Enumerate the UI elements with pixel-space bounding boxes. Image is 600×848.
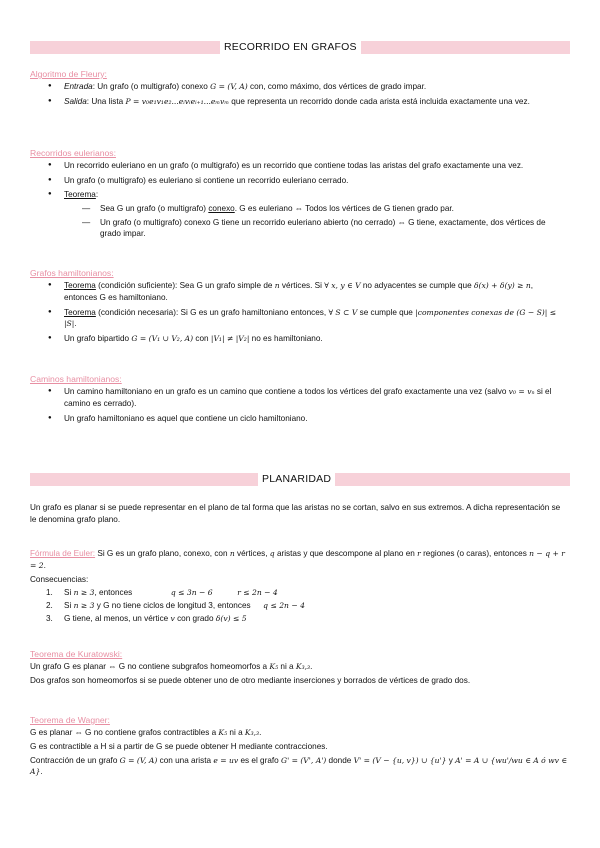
planaridad-intro: Un grafo es planar si se puede representar en el plano de tal forma que las aristas no se cortan, salvo en sus extremos. A dicha representación se le denomina grafo plano.	[30, 503, 561, 524]
wagner-line-1: G es planar ⇔ G no contiene grafos contractibles a K₅ ni a K₃,₃.	[30, 728, 262, 738]
section-title-recorrido: RECORRIDO EN GRAFOS	[220, 40, 361, 55]
wagner-heading: Teorema de Wagner:	[30, 715, 110, 725]
caminos-item-1: ● Un camino hamiltoniano en un grafo es un camino que contiene a todos los vértices del grafo exactamente una vez (salvo v₀ = vₙ si el camino es cerrado).	[64, 386, 568, 409]
eulerianos-sub-2: — Un grafo (o multigrafo) conexo G tiene un recorrido euleriano abierto (no cerrado) ⇔ G tiene, exactamente, dos vértices de grado impar.	[100, 217, 568, 240]
euler-statement: Fórmula de Euler: Si G es un grafo plano, conexo, con n vértices, q aristas y que descompone al plano en r regiones (o caras), entonces n − q + r = 2.	[30, 549, 565, 570]
eulerianos-section	[30, 147, 568, 243]
eulerianos-item-2: ● Un grafo (o multigrafo) es euleriano si contiene un recorrido euleriano cerrado.	[64, 175, 568, 187]
section-title-planaridad: PLANARIDAD	[258, 472, 335, 487]
euler-consecuencia-3: 3. G tiene, al menos, un vértice v con grado δ(v) ≤ 5	[46, 613, 247, 623]
hamiltonianos-teorema-1: ● Teorema (condición suficiente): Sea G un grafo simple de n vértices. Si ∀ x, y ∈ V no adyacentes se cumple que δ(x) + δ(y) ≥ n, entonces G es hamiltoniano.	[64, 280, 568, 303]
wagner-line-2: G es contractible a H si a partir de G se puede obtener H mediante contracciones.	[30, 741, 328, 751]
kuratowski-line-2: Dos grafos son homeomorfos si se puede obtener uno de otro mediante inserciones y borrados de vértices de grado dos.	[30, 675, 471, 685]
eulerianos-sub-1: — Sea G un grafo (o multigrafo) conexo. G es euleriano ⇔ Todos los vértices de G tienen grado par.	[100, 203, 568, 215]
hamiltonianos-bipartido: ● Un grafo bipartido G = (V₁ ∪ V₂, A) con |V₁| ≠ |V₂| no es hamiltoniano.	[64, 333, 568, 345]
hamiltonianos-section	[30, 267, 568, 348]
hamiltonianos-heading: Grafos hamiltonianos:	[30, 268, 114, 278]
euler-consecuencia-2: 2. Si n ≥ 3 y G no tiene ciclos de longitud 3, entonces q ≤ 2n − 4	[46, 600, 305, 610]
fleury-entrada: ● Entrada: Un grafo (o multigrafo) conexo G = (V, A) con, como máximo, dos vértices de grado impar.	[64, 81, 568, 93]
euler-consecuencias-label: Consecuencias:	[30, 574, 89, 584]
kuratowski-line-1: Un grafo G es planar ⇔ G no contiene subgrafos homeomorfos a K₅ ni a K₃,₃.	[30, 662, 313, 672]
eulerianos-item-1: ● Un recorrido euleriano en un grafo (o multigrafo) es un recorrido que contiene todas las aristas del grafo exactamente una vez.	[64, 160, 568, 172]
caminos-section	[30, 373, 568, 427]
section-band-recorrido	[30, 41, 570, 54]
hamiltonianos-teorema-2: ● Teorema (condición necesaria): Si G es un grafo hamiltoniano entonces, ∀ S ⊂ V se cumple que |componentes conexas de (G − S)| ≤ |S|.	[64, 307, 568, 331]
euler-section	[30, 548, 568, 626]
wagner-section	[30, 714, 568, 780]
kuratowski-section	[30, 648, 568, 689]
fleury-heading: Algoritmo de Fleury:	[30, 69, 107, 79]
caminos-item-2: ● Un grafo hamiltoniano es aquel que contiene un ciclo hamiltoniano.	[64, 413, 568, 425]
fleury-salida: ● Salida: Una lista P = v₀e₁v₁e₂...eᵢvᵢeᵢ₊₁...eₘvₘ que representa un recorrido donde cada arista está incluida exactamente una vez.	[64, 96, 568, 108]
eulerianos-teorema: ● Teorema: — Sea G un grafo (o multigrafo) conexo. G es euleriano ⇔ Todos los vértices de G tienen grado par. — Un grafo (o multigrafo) conexo G tiene un recorrido euleriano abierto (no cerrado) ⇔ G tiene, exactamente, dos vértices de grado impar.	[64, 189, 568, 240]
kuratowski-heading: Teorema de Kuratowski:	[30, 649, 123, 659]
euler-consecuencia-1: 1. Si n ≥ 3, entonces q ≤ 3n − 6 r ≤ 2n − 4	[46, 588, 278, 598]
wagner-line-3: Contracción de un grafo G = (V, A) con una arista e = uv es el grafo G' = (V', A') donde V' = (V − {u, v}) ∪ {u'} y A' = A ∪ {wu'/wu ∈ A ó wv ∈ A}.	[30, 755, 567, 777]
fleury-section	[30, 68, 568, 111]
section-band-planaridad	[30, 473, 570, 486]
eulerianos-heading: Recorridos eulerianos:	[30, 148, 116, 158]
caminos-heading: Caminos hamiltonianos:	[30, 374, 122, 384]
euler-heading: Fórmula de Euler:	[30, 549, 96, 558]
